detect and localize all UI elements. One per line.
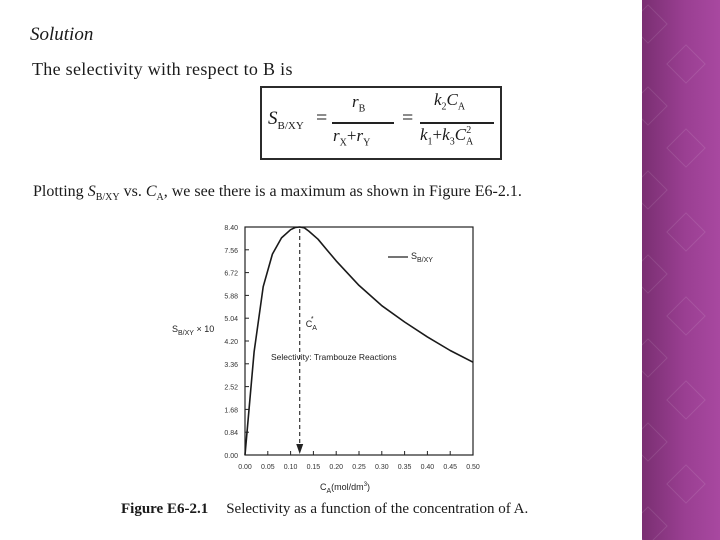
den2-c: C (454, 125, 467, 144)
peak-label: $C_A*$ (305, 316, 317, 332)
peak-arrowhead (296, 444, 303, 454)
y-tick-label: 3.36 (224, 361, 238, 369)
x-tick-label: 0.00 (238, 464, 252, 471)
y-tick-label: 5.04 (224, 316, 238, 324)
x-axis-ticks (238, 451, 480, 471)
den1-b-sub: Y (363, 137, 371, 149)
x-tick-label: 0.20 (329, 464, 344, 471)
formula-equals-1: = (316, 107, 328, 129)
formula-lhs-subscript: B/XY (277, 119, 304, 132)
series-line-0 (245, 227, 473, 455)
den2-b-sub: 3 (449, 136, 455, 148)
x-tick-label: 0.45 (443, 464, 458, 471)
y-tick-label: 0.00 (224, 453, 238, 460)
x-tick-label: 0.50 (466, 464, 480, 471)
plot-sentence-c: C (145, 183, 157, 200)
y-axis-label: $S_{B/XY} \times 10$ (172, 324, 215, 337)
intro-text: The selectivity with respect to B is (32, 59, 293, 79)
den2-plus: + (432, 125, 443, 144)
plot-sentence-c-sub: A (156, 192, 164, 204)
plot-sentence-s: S (87, 183, 96, 200)
chart-annotation: Selectivity: Trambouze Reactions (271, 352, 397, 362)
y-tick-label: 2.52 (224, 384, 238, 392)
num2-k: k (434, 90, 442, 109)
den1-plus: + (346, 126, 357, 145)
den1-b: r (356, 126, 364, 145)
x-tick-label: 0.25 (352, 464, 366, 471)
num2-c-sub: A (457, 101, 466, 113)
y-tick-label: 5.88 (224, 293, 238, 301)
y-tick-label: 1.68 (224, 407, 238, 415)
decorative-side-panel (642, 0, 720, 540)
formula-equals-2: = (402, 107, 414, 129)
plot-sentence-part3: , we see there is a maximum as shown in Figure E6-2.1. (163, 183, 522, 200)
y-tick-label: 4.20 (224, 339, 238, 346)
x-axis-label: $C_A(mol/dm^3)$ (320, 482, 371, 495)
y-tick-label: 0.84 (224, 430, 238, 438)
formula-lhs-symbol: S (268, 108, 278, 129)
num2-k-sub: 2 (441, 101, 447, 113)
solution-heading: Solution (30, 24, 94, 45)
den2-a-sub: 1 (427, 136, 433, 148)
plot-sentence-part1: Plotting (33, 183, 88, 200)
num2-c: C (446, 90, 458, 109)
num1-sub: B (358, 103, 366, 115)
x-tick-label: 0.05 (260, 464, 275, 471)
x-tick-label: 0.35 (397, 464, 412, 471)
x-tick-label: 0.10 (283, 464, 298, 471)
x-tick-label: 0.40 (420, 464, 435, 471)
den2-a: k (420, 125, 428, 144)
den2-c-sup: 2 (466, 125, 472, 137)
x-tick-label: 0.30 (374, 464, 389, 471)
y-tick-label: 8.40 (224, 225, 238, 232)
den1-a: r (333, 126, 340, 145)
x-tick-label: 0.15 (306, 464, 321, 471)
den2-c-sub: A (466, 136, 474, 148)
plot-sentence-part2: vs. (119, 183, 146, 200)
den1-a-sub: X (339, 137, 347, 149)
legend-label: $S_{B/XY}$ (411, 251, 433, 264)
num1-symbol: r (352, 92, 359, 111)
figure-number: Figure E6-2.1 (121, 501, 209, 517)
den2-b: k (442, 125, 450, 144)
y-tick-label: 6.72 (224, 270, 238, 278)
series-layer (245, 227, 473, 455)
peak-marker (296, 229, 317, 454)
plot-sentence-s-sub: B/XY (95, 192, 120, 204)
figure-caption-text: Selectivity as a function of the concentration of A. (226, 501, 529, 517)
plot-frame (245, 227, 473, 455)
figure-caption (121, 501, 528, 518)
y-tick-label: 7.56 (224, 247, 238, 255)
